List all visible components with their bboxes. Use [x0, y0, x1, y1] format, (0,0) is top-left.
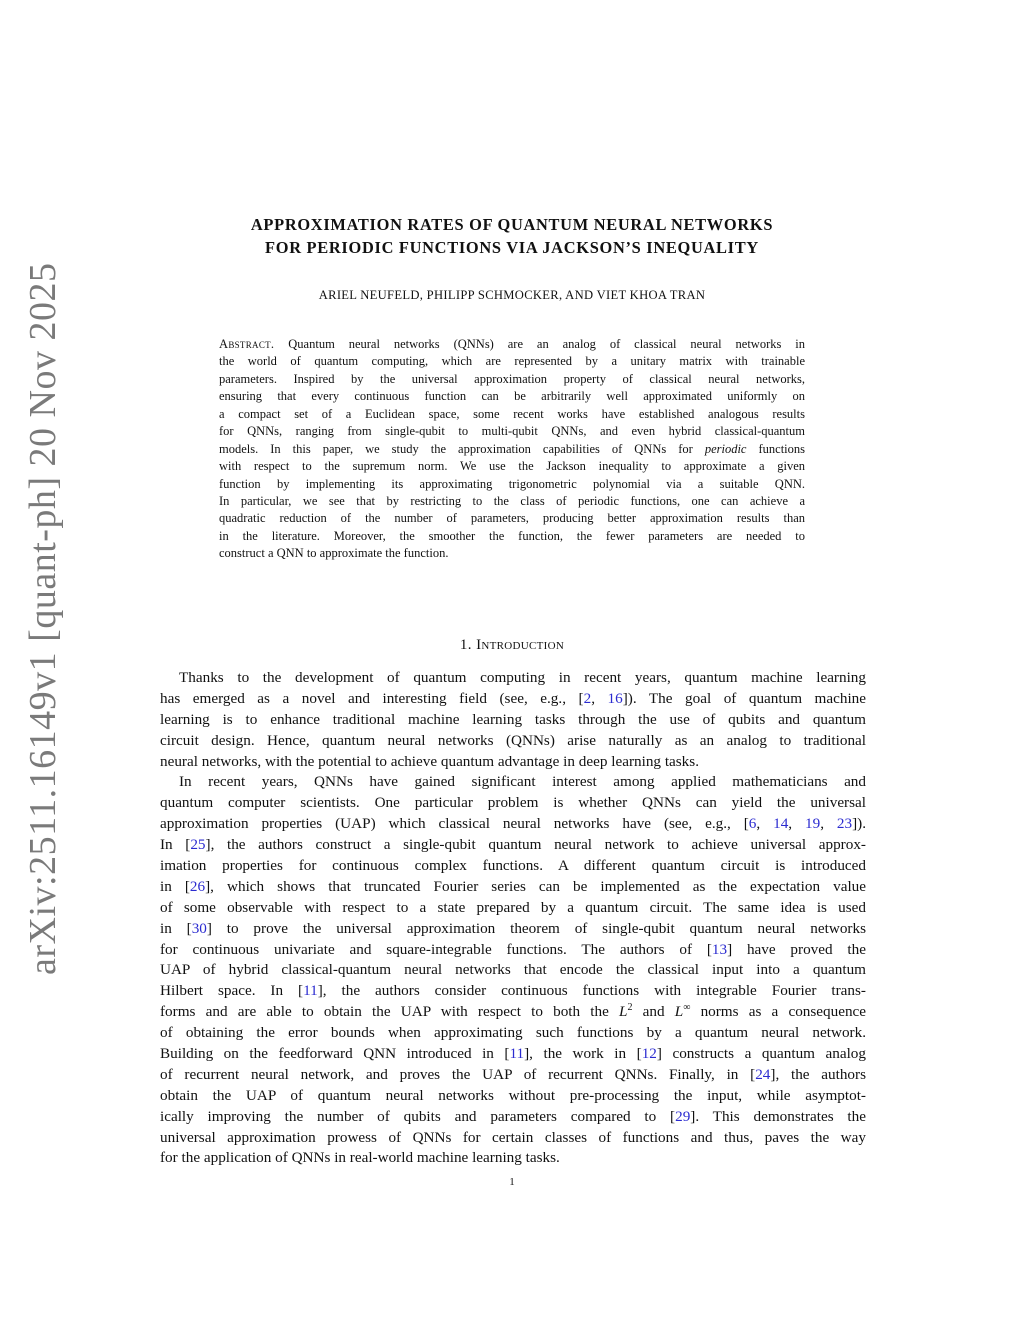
abstract-line: with respect to the supremum norm. We use the Jackson inequality to approximate a given	[219, 459, 805, 474]
body-line: of recurrent neural network, and proves the UAP of recurrent QNNs. Finally, in [24], the authors	[160, 1065, 866, 1083]
abstract-line: for QNNs, ranging from single-qubit to multi-qubit QNNs, and even hybrid classical-quantum	[219, 424, 805, 439]
body-line: forms and are able to obtain the UAP with respect to both the $L^2$ and L∞ norms as a consequence	[160, 1002, 867, 1021]
body-line: quantum computer scientists. One particular problem is whether QNNs can yield the universal	[160, 794, 866, 812]
body-line: Hilbert space. In [11], the authors consider continuous functions with integrable Fourier trans-	[160, 982, 866, 1000]
body-line: of obtaining the error bounds when approximating such functions by a quantum neural network.	[160, 1024, 866, 1042]
citation-link[interactable]: 12	[641, 1045, 657, 1063]
abstract-line: Abstract. Quantum neural networks (QNNs) are an analog of classical neural networks in	[219, 337, 805, 351]
citation-link[interactable]: 26	[189, 877, 206, 895]
citation-link[interactable]: 11	[303, 982, 318, 1000]
body-line: has emerged as a novel and interesting field (see, e.g., [2, 16]). The goal of quantum machine	[160, 689, 866, 707]
author-list: ARIEL NEUFELD, PHILIPP SCHMOCKER, AND VIET KHOA TRAN	[318, 288, 706, 302]
body-line: neural networks, with the potential to achieve quantum advantage in deep learning tasks.	[160, 752, 699, 770]
body-line: for the application of QNNs in real-world machine learning tasks.	[160, 1149, 560, 1167]
citation-link[interactable]: 6	[748, 815, 757, 833]
abstract	[219, 336, 805, 563]
body-line: Thanks to the development of quantum computing in recent years, quantum machine learning	[179, 669, 866, 686]
body-line: In recent years, QNNs have gained significant interest among applied mathematicians and	[179, 773, 866, 791]
body-line: In [25], the authors construct a single-qubit quantum neural network to achieve universal approx-	[160, 836, 866, 854]
body-line: in [26], which shows that truncated Fourier series can be implemented as the expectation value	[160, 877, 866, 895]
abstract-line: function by implementing its approximating trigonometric polynomial via a suitable QNN.	[219, 476, 805, 491]
body-line: universal approximation prowess of QNNs for certain classes of functions and thus, paves the way	[160, 1128, 866, 1146]
page-number: 1	[509, 1176, 515, 1188]
body-line: Building on the feedforward QNN introduced in [11], the work in [12] constructs a quantum analog	[160, 1045, 866, 1063]
body-line: of some observable with respect to a state prepared by a quantum circuit. The same idea is used	[160, 898, 866, 916]
citation-link[interactable]: 11	[509, 1045, 525, 1063]
citation-link[interactable]: 25	[190, 836, 206, 854]
abstract-line: the world of quantum computing, which are represented by a unitary matrix with trainable	[219, 354, 805, 369]
citation-link[interactable]: 29	[675, 1107, 691, 1125]
arxiv-watermark: arXiv:2511.16149v1 [quant-ph] 20 Nov 2025	[22, 262, 64, 975]
citation-link[interactable]: 14	[773, 815, 789, 833]
abstract-line: models. In this paper, we study the approximation capabilities of QNNs for periodic functions	[219, 441, 806, 456]
abstract-line: quadratic reduction of the number of parameters, producing better approximation results than	[219, 511, 805, 526]
body-line: ically improving the number of qubits and parameters compared to [29]. This demonstrates the	[160, 1107, 866, 1125]
citation-link[interactable]: 13	[711, 940, 728, 958]
paper-title	[160, 213, 864, 259]
body-line: for continuous univariate and square-integrable functions. The authors of [13] have proved the	[160, 940, 866, 958]
title-line-2: FOR PERIODIC FUNCTIONS VIA JACKSON’S INEQUALITY	[265, 238, 759, 257]
title-line-1: APPROXIMATION RATES OF QUANTUM NEURAL NETWORKS	[250, 215, 774, 234]
emphasis-periodic: periodic	[704, 441, 747, 456]
body-line: circuit design. Hence, quantum neural networks (QNNs) arise naturally as an analog to traditional	[160, 731, 866, 749]
body-line: imation properties for continuous complex functions. A different quantum circuit is introduced	[160, 857, 866, 875]
citation-link[interactable]: 23	[836, 815, 853, 833]
abstract-line: construct a QNN to approximate the function.	[219, 546, 449, 561]
citation-link[interactable]: 30	[191, 919, 207, 937]
introduction-body	[160, 668, 866, 1169]
abstract-label: Abstract.	[219, 337, 275, 351]
body-line: in [30] to prove the universal approximation theorem of single-qubit quantum neural networks	[160, 919, 866, 937]
citation-link[interactable]: 19	[805, 815, 821, 833]
abstract-line: parameters. Inspired by the universal approximation property of classical neural networks,	[219, 371, 805, 386]
body-line: approximation properties (UAP) which classical neural networks have (see, e.g., [6, 14, 19, 23]).	[160, 815, 867, 833]
body-line: UAP of hybrid classical-quantum neural networks that encode the classical input into a quantum	[160, 961, 866, 979]
abstract-line: ensuring that every continuous function can be arbitrarily well approximated uniformly on	[219, 389, 805, 404]
abstract-line: In particular, we see that by restricting to the class of periodic functions, one can achieve a	[219, 493, 805, 508]
citation-link[interactable]: 16	[607, 689, 623, 707]
citation-link[interactable]: 24	[755, 1065, 771, 1083]
citation-link[interactable]: 2	[583, 689, 592, 707]
section-heading: 1. Introduction	[459, 637, 565, 653]
abstract-line: in the literature. Moreover, the smoother the function, the fewer parameters are needed to	[219, 528, 805, 543]
body-line: obtain the UAP of quantum neural networks without pre-processing the input, while asymptot-	[160, 1086, 866, 1104]
body-line: learning is to enhance traditional machine learning tasks through the use of qubits and quantum	[160, 710, 866, 728]
abstract-line: a compact set of a Euclidean space, some recent works have established analogous results	[219, 406, 805, 421]
